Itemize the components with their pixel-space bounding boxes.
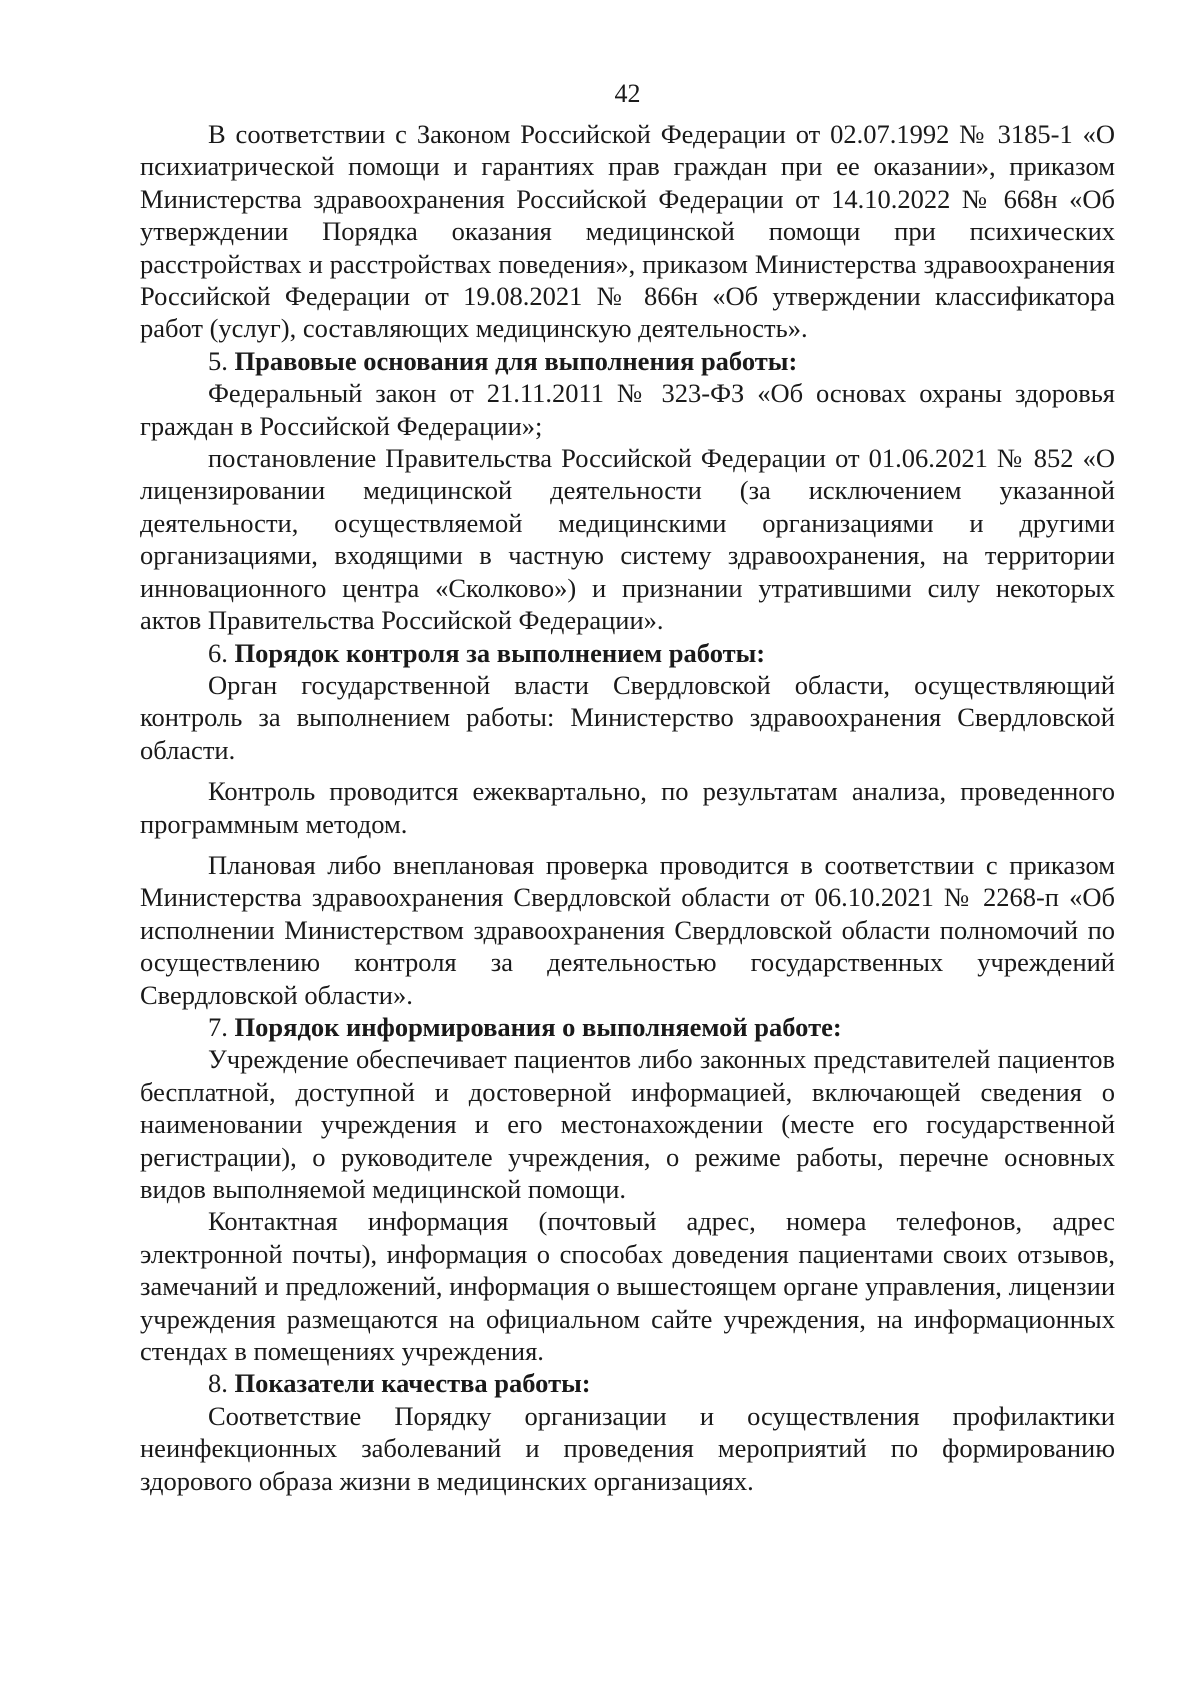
paragraph-government-decree: постановление Правительства Российской Федерации от 01.06.2021 № 852 «О лицензировании медицинской деятельности (за исключением указанной деятельности, осуществляемой медицинскими организациями и другими организациями, входящими в частную систему здравоохранения, на территории инновационного центра «Сколково») и признании утратившими силу некоторых актов Правительства Российской Федерации». [140,443,1115,636]
section-6-number: 6. [208,637,228,668]
section-7-heading [140,1011,1115,1043]
paragraph-federal-law: Федеральный закон от 21.11.2011 № 323-ФЗ «Об основах охраны здоровья граждан в Российской Федерации»; [140,378,1115,441]
section-7-title: Порядок информирования о выполняемой работе: [234,1011,842,1042]
paragraph-control-authority: Орган государственной власти Свердловской области, осуществляющий контроль за выполнением работы: Министерство здравоохранения Свердловской области. [140,669,1115,765]
section-8-number: 8. [208,1368,228,1399]
section-5-heading [140,345,1115,377]
section-8-heading [140,1367,1115,1399]
section-7-number: 7. [208,1011,228,1042]
section-5-number: 5. [208,345,228,376]
document-page [140,70,1115,1497]
paragraph-legal-basis-intro: В соответствии с Законом Российской Федерации от 02.07.1992 № 3185-1 «О психиатрической помощи и гарантиях прав граждан при ее оказании», приказом Министерства здравоохранения Российской Федерации от 14.10.2022 № 668н «Об утверждении Порядка оказания медицинской помощи при психических расстройствах и расстройствах поведения», приказом Министерства здравоохранения Российской Федерации от 19.08.2021 № 866н «Об утверждении классификатора работ (услуг), составляющих медицинскую деятельность». [140,119,1115,344]
paragraph-patient-information: Учреждение обеспечивает пациентов либо законных представителей пациентов бесплатной, доступной и достоверной информацией, включающей сведения о наименовании учреждения и его местонахождении (месте его государственной регистрации), о руководителе учреждения, о режиме работы, перечне основных видов выполняемой медицинской помощи. [140,1044,1115,1204]
paragraph-quality-indicators: Соответствие Порядку организации и осуществления профилактики неинфекционных заболеваний и проведения мероприятий по формированию здорового образа жизни в медицинских организациях. [140,1400,1115,1496]
section-5-title: Правовые основания для выполнения работы: [234,345,798,376]
paragraph-control-frequency: Контроль проводится ежеквартально, по результатам анализа, проведенного программным методом. [140,776,1115,839]
paragraph-contact-information: Контактная информация (почтовый адрес, номера телефонов, адрес электронной почты), информация о способах доведения пациентами своих отзывов, замечаний и предложений, информация о вышестоящем органе управления, лицензии учреждения размещаются на официальном сайте учреждения, на информационных стендах в помещениях учреждения. [140,1206,1115,1367]
paragraph-inspection: Плановая либо внеплановая проверка проводится в соответствии с приказом Министерства здравоохранения Свердловской области от 06.10.2021 № 2268-п «Об исполнении Министерством здравоохранения Свердловской области полномочий по осуществлению контроля за деятельностью государственных учреждений Свердловской области». [140,849,1115,1010]
section-8-title: Показатели качества работы: [234,1368,591,1399]
page-number: 42 [614,79,641,108]
section-6-heading [140,637,1115,669]
section-6-title: Порядок контроля за выполнением работы: [234,637,766,668]
